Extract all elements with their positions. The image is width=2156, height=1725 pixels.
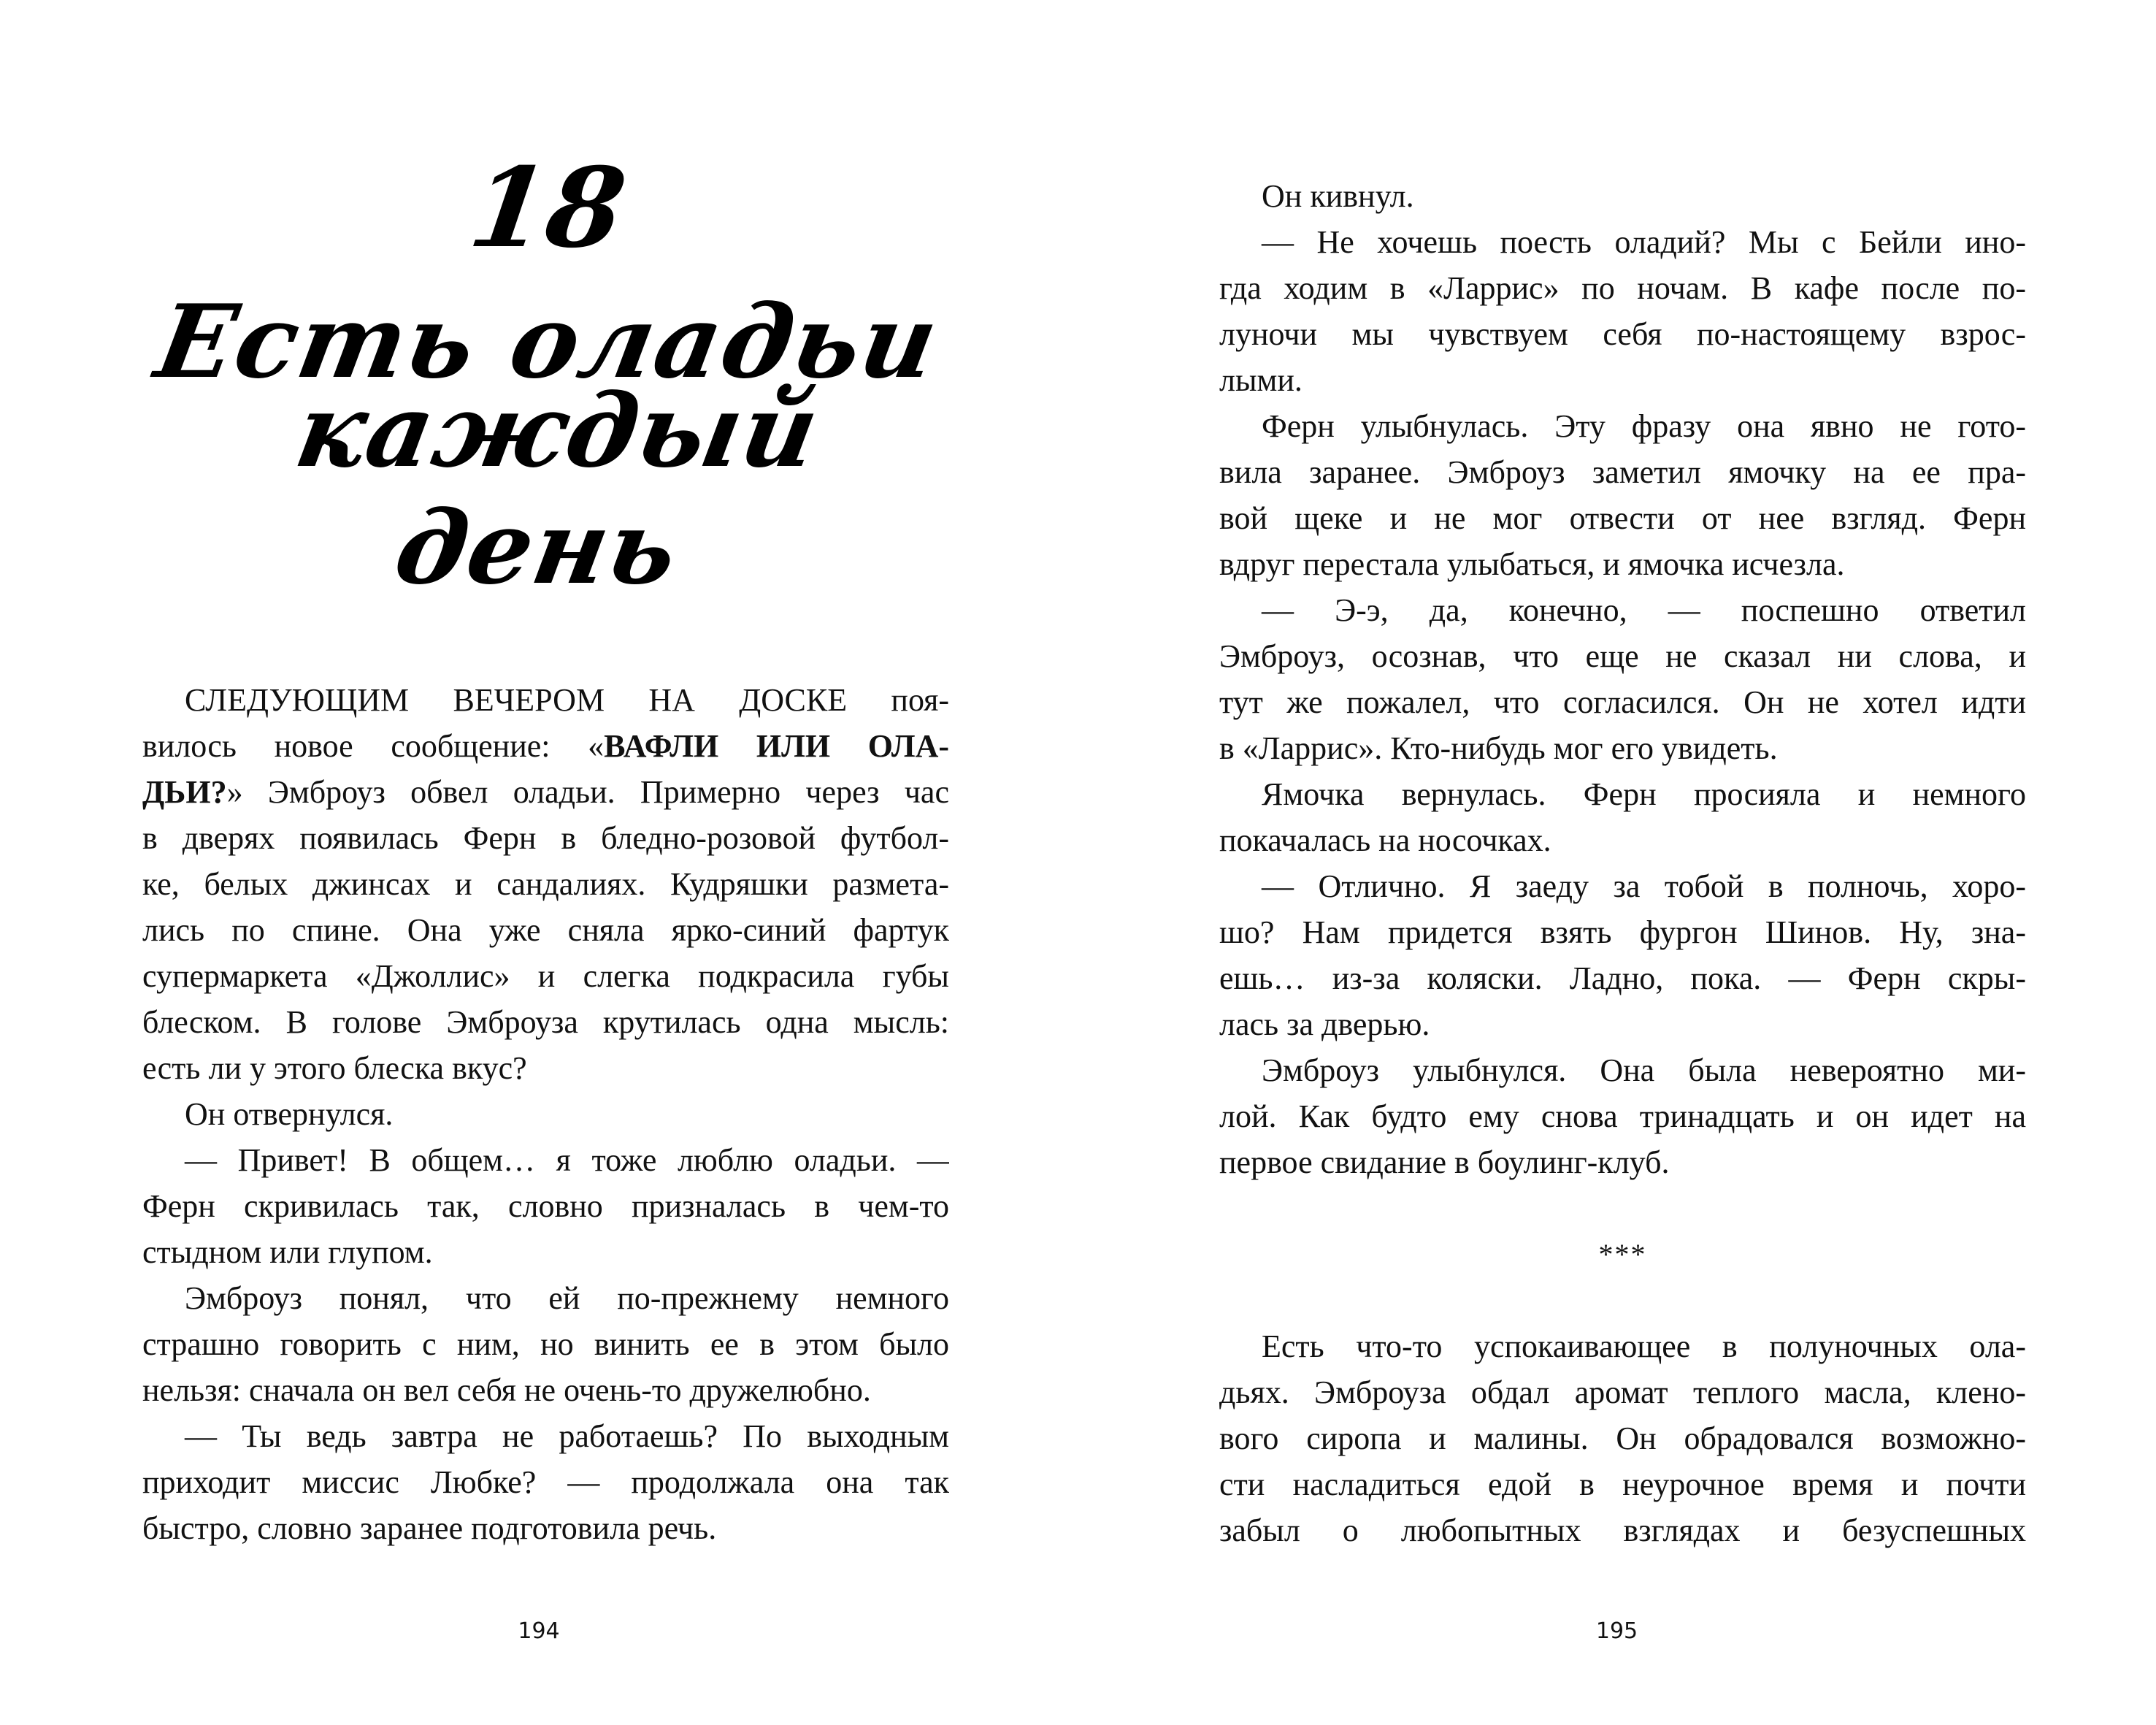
text-line: ке, белых джинсах и сандалиях. Кудряшки размета- xyxy=(142,866,949,902)
section-break: *** xyxy=(1598,1238,1647,1271)
right-text-column xyxy=(1219,173,2026,1553)
chapter-number: 18 xyxy=(462,144,633,272)
text-line: тут же пожалел, что согласился. Он не хотел идти xyxy=(1219,684,2026,720)
text-line: вила заранее. Эмброуз заметил ямочку на ее пра- xyxy=(1219,454,2026,490)
text-line: блеском. В голове Эмброуза крутилась одна мысль: xyxy=(142,1004,949,1040)
text-line: — Ты ведь завтра не работаешь? По выходным xyxy=(185,1418,949,1454)
text-line xyxy=(142,723,949,769)
text-line: первое свидание в боулинг-клуб. xyxy=(1219,1144,1670,1180)
chapter-title-line: каждый день xyxy=(287,371,829,607)
text-line: Ферн улыбнулась. Эту фразу она явно не гото- xyxy=(1262,408,2026,444)
text-line: — Отлично. Я заеду за тобой в полночь, хоро- xyxy=(1262,868,2026,904)
text-line: покачалась на носочках. xyxy=(1219,822,1551,858)
text-line: в дверях появилась Ферн в бледно-розовой футбол- xyxy=(142,820,949,856)
spacer xyxy=(1219,1277,2026,1323)
text-span: » Эмброуз обвел оладьи. Примерно через час xyxy=(226,774,949,810)
page-number: 194 xyxy=(518,1618,560,1644)
text-span: вилось новое сообщение: « xyxy=(142,728,605,764)
text-line: вой щеке и не мог отвести от нее взгляд. Ферн xyxy=(1219,500,2026,536)
text-line: гда ходим в «Ларрис» по ночам. В кафе после по- xyxy=(1219,270,2026,306)
bold-message-text: ВАФЛИ ИЛИ ОЛА- xyxy=(604,728,949,764)
text-line xyxy=(142,769,949,815)
text-line: сти насладиться едой в неурочное время и почти xyxy=(1219,1466,2026,1502)
text-line: стыдном или глупом. xyxy=(142,1234,433,1270)
text-line: супермаркета «Джоллис» и слегка подкрасила губы xyxy=(142,958,949,994)
text-line: вдруг перестала улыбаться, и ямочка исчезла. xyxy=(1219,546,1845,582)
text-line: быстро, словно заранее подготовила речь. xyxy=(142,1510,717,1546)
text-line: Эмброуз понял, что ей по-прежнему немного xyxy=(185,1280,949,1316)
text-line: Ямочка вернулась. Ферн просияла и немного xyxy=(1262,776,2026,812)
text-line: приходит миссис Любке? — продолжала она так xyxy=(142,1464,949,1500)
text-line: в «Ларрис». Кто-нибудь мог его увидеть. xyxy=(1219,730,1778,766)
text-line: лыми. xyxy=(1219,362,1303,398)
text-line: дьях. Эмброуза обдал аромат теплого масла, клено- xyxy=(1219,1374,2026,1410)
text-line: Эмброуз, осознав, что еще не сказал ни слова, и xyxy=(1219,638,2026,674)
text-line: луночи мы чувствуем себя по-настоящему взрос- xyxy=(1219,316,2026,352)
spacer xyxy=(1219,1185,2026,1231)
text-line: лась за дверью. xyxy=(1219,1006,1430,1042)
text-line: — Привет! В общем… я тоже люблю оладьи. — xyxy=(185,1142,949,1178)
text-line: СЛЕДУЮЩИМ ВЕЧЕРОМ НА ДОСКЕ поя- xyxy=(185,682,949,718)
text-line: лись по спине. Она уже сняла ярко-синий фартук xyxy=(142,912,949,948)
text-line: забыл о любопытных взглядах и безуспешных xyxy=(1219,1512,2026,1548)
text-line: Эмброуз улыбнулся. Она была невероятно ми- xyxy=(1262,1052,2026,1088)
text-line: есть ли у этого блеска вкус? xyxy=(142,1050,527,1086)
text-line: лой. Как будто ему снова тринадцать и он идет на xyxy=(1219,1098,2026,1134)
text-line: Ферн скривилась так, словно призналась в чем-то xyxy=(142,1188,949,1224)
right-page xyxy=(1078,0,2156,1725)
text-line: Он отвернулся. xyxy=(185,1096,394,1132)
text-line: Есть что-то успокаивающее в полуночных ола- xyxy=(1262,1328,2026,1364)
left-text-column xyxy=(142,677,949,1551)
text-line: вого сиропа и малины. Он обрадовался возможно- xyxy=(1219,1420,2026,1456)
chapter-title-line: Есть оладьи xyxy=(147,282,948,401)
bold-message-text: ДЬИ? xyxy=(142,774,227,810)
text-line: — Э-э, да, конечно, — поспешно ответил xyxy=(1262,592,2026,628)
text-line: страшно говорить с ним, но винить ее в этом было xyxy=(142,1326,949,1362)
text-line: шо? Нам придется взять фургон Шинов. Ну, зна- xyxy=(1219,914,2026,950)
text-line: Он кивнул. xyxy=(1262,178,1414,214)
text-line: ешь… из-за коляски. Ладно, пока. — Ферн скры- xyxy=(1219,960,2026,996)
text-line: нельзя: сначала он вел себя не очень-то дружелюбно. xyxy=(142,1372,871,1408)
page-number: 195 xyxy=(1595,1618,1638,1644)
text-line: — Не хочешь поесть оладий? Мы с Бейли ино- xyxy=(1262,224,2026,260)
